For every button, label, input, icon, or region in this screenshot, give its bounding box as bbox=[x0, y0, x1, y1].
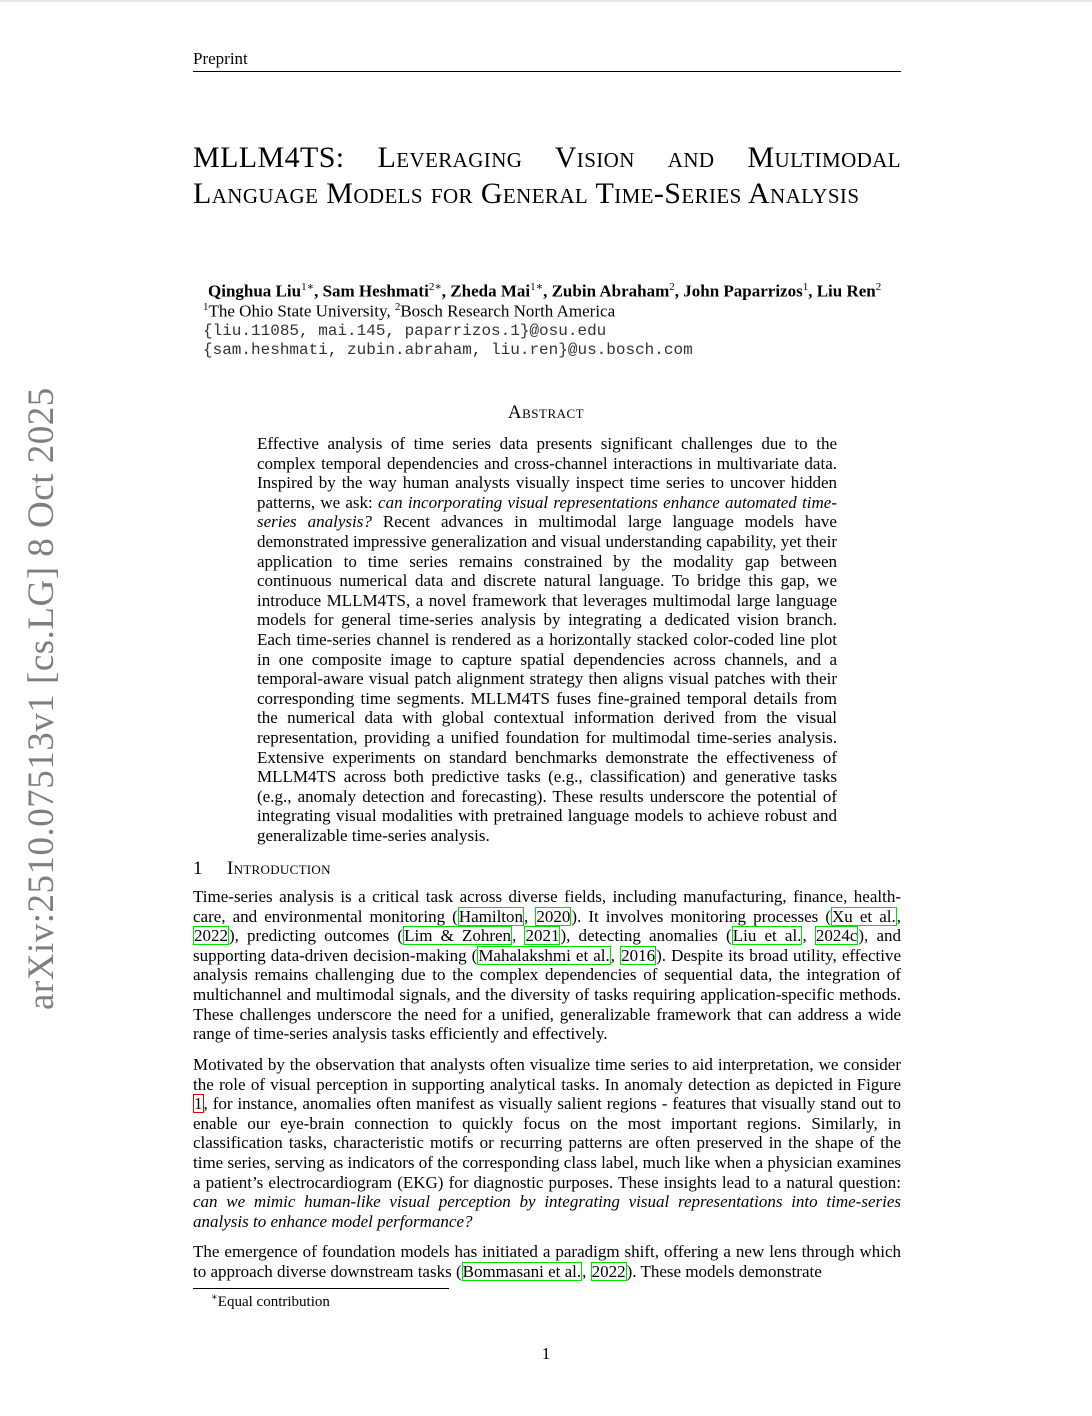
affiliation-mark: 2 bbox=[394, 301, 401, 313]
text-span: Motivated by the observation that analysts often visualize time series to aid interpretation, we consider the role of visual perception in supporting analytical tasks. In anomaly detection as depicted in Figure bbox=[193, 1055, 901, 1094]
abstract-span: Recent advances in multimodal large language models have demonstrated impressive generalization and visual understanding capability, yet their application to time series remains constrained by the modality gap between continuous numerical data and discrete natural language. To bridge this gap, we introduce MLLM4TS, a novel framework that leverages multimodal large language models for general time-series analysis by integrating a dedicated vision branch. Each time-series channel is rendered as a horizontally stacked color-coded line plot in one composite image to capture spatial dependencies across channels, and a temporal-aware visual patch alignment strategy then aligns visual patches with their corresponding time segments. MLLM4TS fuses fine-grained temporal details from the numerical data with global contextual information derived from the visual representation, providing a unified foundation for multimodal time-series analysis. Extensive experiments on standard benchmarks demonstrate the effectiveness of MLLM4TS across both predictive tasks (e.g., classification) and generative tasks (e.g., anomaly detection and forecasting). These results underscore the potential of integrating visual modalities with pretrained language models to achieve robust and generalizable time-series analysis. bbox=[257, 512, 837, 845]
text-span: , bbox=[512, 926, 525, 946]
author-name: Zubin Abraham bbox=[551, 281, 670, 301]
text-span: , bbox=[582, 1261, 591, 1281]
text-span: ), detecting anomalies ( bbox=[560, 926, 732, 946]
citation-link[interactable]: Bommasani et al. bbox=[462, 1261, 582, 1281]
viewer-top-border bbox=[0, 0, 1092, 2]
footnote bbox=[211, 1292, 330, 1311]
abstract-span: Effective analysis of time series data presents significant challenges due to the complex temporal dependencies and cross-channel interactions in multivariate data. Inspired by the way human analysts visually inspect time series to uncover hidden patterns, we ask: bbox=[257, 434, 837, 512]
author-name: Qinghua Liu bbox=[208, 281, 302, 301]
figure-link[interactable]: 1 bbox=[194, 1094, 203, 1114]
text-span: , bbox=[896, 906, 901, 926]
citation-link[interactable]: 2020 bbox=[536, 906, 571, 926]
citation-link[interactable]: Lim & Zohren bbox=[404, 926, 512, 946]
text-span: ). It involves monitoring processes ( bbox=[571, 906, 832, 926]
author-separator: , bbox=[441, 281, 451, 301]
affiliation-mark: 1 bbox=[203, 301, 209, 313]
affiliations bbox=[203, 301, 615, 322]
email-line: {sam.heshmati, zubin.abraham, liu.ren}@us.bosch.com bbox=[203, 341, 693, 359]
footnote-rule bbox=[193, 1288, 449, 1289]
citation-link[interactable]: 2022 bbox=[194, 926, 228, 946]
text-span: The emergence of foundation models has initiated a paradigm shift, offering a new lens through which to approach diverse downstream tasks ( bbox=[193, 1242, 901, 1281]
affiliation-1: The Ohio State University, bbox=[208, 301, 395, 321]
text-span: ), and supporting data-driven decision-making ( bbox=[193, 926, 901, 965]
author-separator: , bbox=[543, 281, 552, 301]
email-line: {liu.11085, mai.145, paparrizos.1}@osu.edu bbox=[203, 322, 607, 340]
author-separator: , bbox=[674, 281, 684, 301]
arxiv-watermark: arXiv:2510.07513v1 [cs.LG] 8 Oct 2025 bbox=[21, 387, 62, 1010]
abstract-question: can incorporating visual representations enhance automated time-series analysis? bbox=[257, 492, 837, 532]
research-question: can we mimic human-like visual perception by integrating visual representations into time-series analysis to enhance model performance? bbox=[193, 1192, 901, 1231]
citation-link[interactable]: 2021 bbox=[525, 926, 560, 946]
text-span: ). Despite its broad utility, effective analysis remains challenging due to the complex dependencies of sequential data, the integration of multichannel and multimodal signals, and the diversity of tasks requiring application-specific methods. These challenges underscore the need for a unified, generalizable framework that can address a wide range of time-series analysis tasks efficiently and effectively. bbox=[193, 945, 902, 1044]
author-separator: , bbox=[314, 281, 323, 301]
affiliation-2: Bosch Research North America bbox=[400, 301, 616, 321]
text-span: , bbox=[802, 926, 815, 946]
text-span: , bbox=[610, 945, 621, 965]
author-affiliation-mark: 2 bbox=[669, 281, 675, 293]
intro-paragraph-1 bbox=[193, 887, 901, 1044]
citation-link[interactable]: 2016 bbox=[621, 945, 656, 965]
author-name: Zheda Mai bbox=[450, 281, 531, 301]
author-separator: , bbox=[808, 281, 817, 301]
author-name: John Paparrizos bbox=[683, 281, 803, 301]
abstract-text bbox=[257, 434, 837, 845]
author-affiliation-mark: 1∗ bbox=[530, 281, 544, 293]
citation-link[interactable]: 2024c bbox=[815, 926, 858, 946]
author-affiliation-mark: 2 bbox=[875, 281, 882, 293]
footnote-mark: ∗ bbox=[211, 1292, 218, 1303]
author-name: Sam Heshmati bbox=[322, 281, 429, 301]
text-span: , bbox=[524, 906, 536, 926]
author-affiliation-mark: 1∗ bbox=[301, 281, 315, 293]
text-span: Time-series analysis is a critical task across diverse fields, including manufacturing, finance, health-care, and environmental monitoring ( bbox=[193, 887, 901, 926]
section-heading bbox=[193, 858, 331, 880]
intro-paragraph-3 bbox=[193, 1242, 901, 1281]
author-affiliation-mark: 2∗ bbox=[428, 281, 442, 293]
section-title: Introduction bbox=[227, 858, 331, 879]
text-span: , for instance, anomalies often manifest as visually salient regions - features that visually stand out to enable our eye-brain connection to quickly focus on the most important regions. Similarly, in classification tasks, characteristic motifs or recurring patterns are often preserved in the shape of the time series, serving as indicators of the corresponding class label, much like when a physician examines a patient’s electrocardiogram (EKG) for diagnostic purposes. These insights lead to a natural question: bbox=[193, 1094, 901, 1192]
author-affiliation-mark: 1 bbox=[802, 281, 809, 293]
page-number: 1 bbox=[541, 1344, 551, 1363]
abstract-heading: Abstract bbox=[507, 402, 585, 423]
citation-link[interactable]: Xu et al. bbox=[832, 906, 896, 926]
footnote-text: Equal contribution bbox=[217, 1294, 330, 1310]
text-span: ). These models demonstrate bbox=[626, 1261, 822, 1281]
intro-paragraph-2 bbox=[193, 1055, 901, 1231]
author-name: Liu Ren bbox=[816, 281, 876, 301]
citation-link[interactable]: Mahalakshmi et al. bbox=[478, 945, 610, 965]
paper-title: MLLM4TS: Leveraging Vision and Multimodal Language Models for General Time-Series Analysis bbox=[193, 141, 901, 210]
running-header: Preprint bbox=[193, 49, 248, 68]
text-span: ), predicting outcomes ( bbox=[229, 926, 404, 946]
citation-link[interactable]: 2022 bbox=[591, 1261, 626, 1281]
header-rule bbox=[193, 71, 901, 72]
citation-link[interactable]: Hamilton bbox=[458, 906, 524, 926]
citation-link[interactable]: Liu et al. bbox=[732, 926, 802, 946]
author-list bbox=[208, 280, 881, 302]
section-number: 1 bbox=[193, 858, 203, 879]
